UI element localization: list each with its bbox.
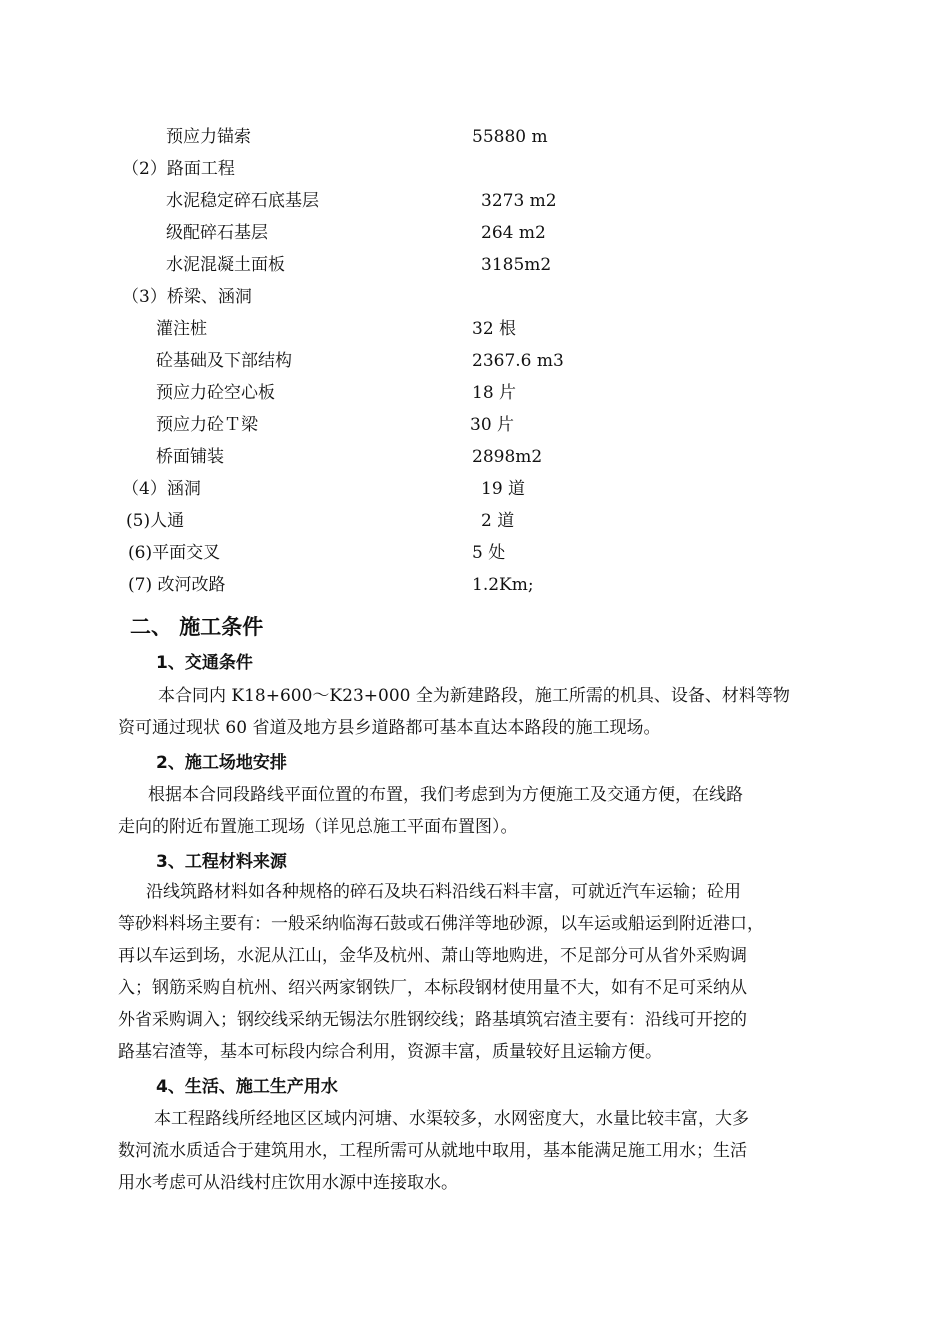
paragraph-line: 沿线筑路材料如各种规格的碎石及块石料沿线石料丰富，可就近汽车运输；砼用 [146,882,741,902]
paragraph-line: 外省采购调入；钢绞线采纳无锡法尔胜钢绞线；路基填筑宕渣主要有：沿线可开挖的 [118,1010,747,1030]
paragraph-line: 再以车运到场，水泥从江山，金华及杭州、萧山等地购进，不足部分可从省外采购调 [118,946,747,966]
paragraph-line: 等砂料料场主要有：一般采纳临海石鼓或石佛洋等地砂源，以车运或船运到附近港口， [118,914,764,934]
quantity-item-value: 2367.6 m3 [472,351,564,371]
quantity-item-label: (6)平面交叉 [128,543,221,563]
subsection-title: 2、施工场地安排 [156,753,287,773]
quantity-item-value: 2898m2 [472,447,543,467]
paragraph [118,876,834,1068]
section-heading: 二、 施工条件 [130,615,264,639]
paragraph-line: 入；钢筋采购自杭州、绍兴两家钢铁厂，本标段钢材使用量不大，如有不足可采纳从 [118,978,747,998]
quantity-item-label: 预应力砼Ｔ梁 [156,415,258,435]
paragraph-line: 数河流水质适合于建筑用水，工程所需可从就地中取用，基本能满足施工用水；生活 [118,1141,747,1161]
quantity-item-value: 5 处 [472,543,506,563]
quantity-item-label: (7) 改河改路 [128,575,226,595]
quantity-item-label: 水泥混凝土面板 [166,255,285,275]
subsection-title: 4、生活、施工生产用水 [156,1077,338,1097]
quantity-item-label: 水泥稳定碎石底基层 [166,191,319,211]
quantity-group-label: （3）桥梁、涵洞 [122,287,252,307]
paragraph-line: 本工程路线所经地区区域内河塘、水渠较多，水网密度大，水量比较丰富，大多 [154,1109,749,1129]
quantity-item-label: (5)人通 [126,511,185,531]
quantity-group-label: （2）路面工程 [122,159,235,179]
subsection-title: 1、交通条件 [156,653,253,673]
quantity-item-value: 2 道 [481,511,515,531]
subsection-title: 3、工程材料来源 [156,852,287,872]
paragraph-line: 用水考虑可从沿线村庄饮用水源中连接取水。 [118,1173,458,1193]
paragraph [118,1103,834,1199]
quantity-item-value: 30 片 [470,415,515,435]
quantity-item-label: 预应力砼空心板 [156,383,275,403]
paragraph-line: 资可通过现状 60 省道及地方县乡道路都可基本直达本路段的施工现场。 [118,718,661,738]
paragraph-line: 路基宕渣等，基本可标段内综合利用，资源丰富，质量较好且运输方便。 [118,1042,662,1062]
quantity-item-value: 32 根 [472,319,517,339]
paragraph-line: 走向的附近布置施工现场（详见总施工平面布置图）。 [118,817,518,837]
quantity-item-value: 3185m2 [481,255,552,275]
paragraph [118,680,834,744]
quantity-item-value: 18 片 [472,383,517,403]
quantity-item-label: 级配碎石基层 [166,223,268,243]
quantity-item-label: 预应力锚索 [166,127,251,147]
paragraph-line: 根据本合同段路线平面位置的布置，我们考虑到为方便施工及交通方便，在线路 [148,785,743,805]
quantity-item-value: 55880 m [472,127,548,147]
quantity-item-value: 19 道 [481,479,526,499]
paragraph [118,779,834,843]
quantity-item-value: 3273 m2 [481,191,557,211]
paragraph-line: 本合同内 K18+600～K23+000 全为新建路段，施工所需的机具、设备、材料等物 [158,686,790,706]
quantity-item-label: 砼基础及下部结构 [156,351,292,371]
quantity-item-value: 264 m2 [481,223,546,243]
quantity-item-label: 灌注桩 [156,319,207,339]
quantity-item-label: 桥面铺装 [156,447,224,467]
quantity-item-label: （4）涵洞 [122,479,201,499]
quantity-item-value: 1.2Km; [472,575,534,595]
